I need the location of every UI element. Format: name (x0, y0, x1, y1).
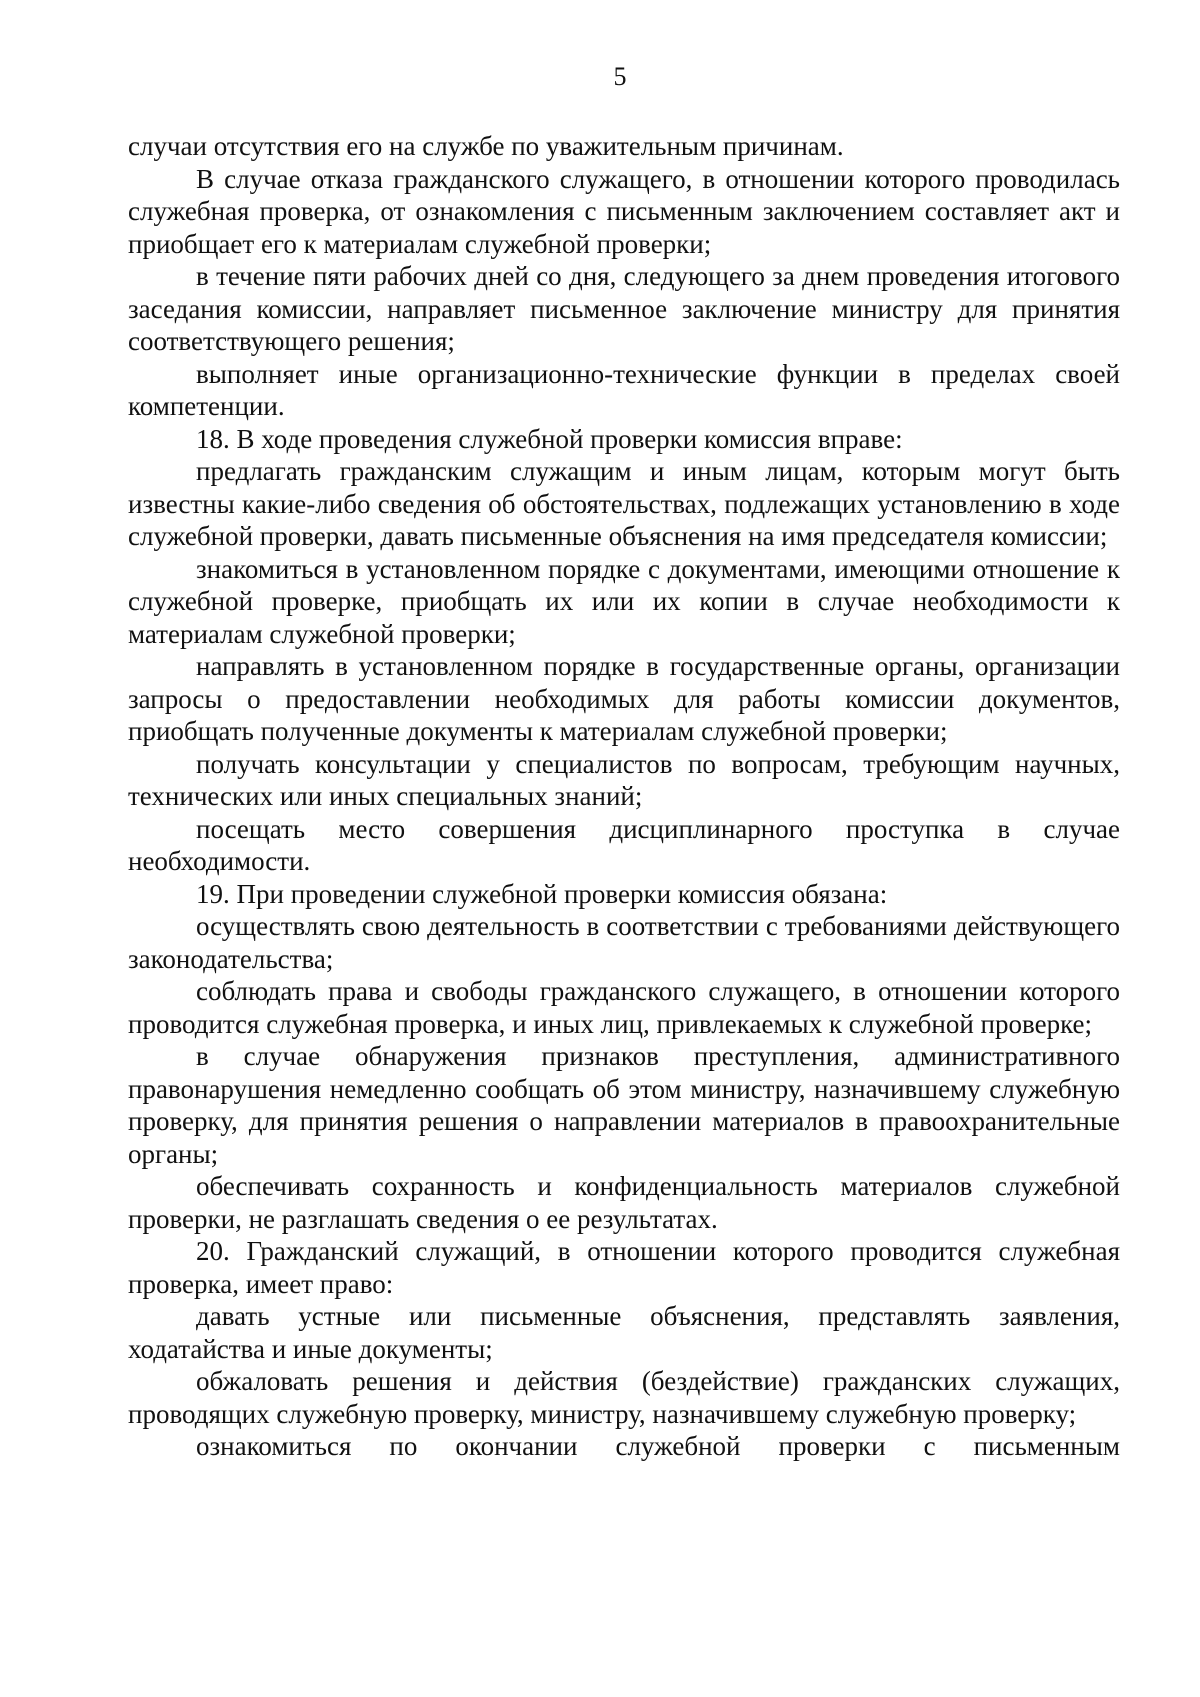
clause-19-item-legality: осуществлять свою деятельность в соответствии с требованиями действующего законодательства; (128, 911, 1120, 974)
clause-20-item-explanations: давать устные или письменные объяснения, представлять заявления, ходатайства и иные документы; (128, 1301, 1120, 1364)
document-body (128, 130, 1120, 1463)
paragraph-continuation: случаи отсутствия его на службе по уважительным причинам. (128, 131, 844, 161)
clause-19-item-rights: соблюдать права и свободы гражданского служащего, в отношении которого проводится служебная проверка, и иных лиц, привлекаемых к служебной проверке; (128, 976, 1120, 1039)
clause-18-item-visit: посещать место совершения дисциплинарного проступка в случае необходимости. (128, 813, 1120, 876)
clause-18-item-requests: направлять в установленном порядке в государственные органы, организации запросы о предоставлении необходимых для работы комиссии документов, приобщать полученные документы к материалам служебной проверки; (128, 651, 1120, 746)
paragraph-other-functions: выполняет иные организационно-технические функции в пределах своей компетенции. (128, 358, 1120, 421)
clause-19-item-confidentiality: обеспечивать сохранность и конфиденциальность материалов служебной проверки, не разглашать сведения о ее результатах. (128, 1171, 1120, 1234)
paragraph-conclusion-deadline: в течение пяти рабочих дней со дня, следующего за днем проведения итогового заседания комиссии, направляет письменное заключение министру для принятия соответствующего решения; (128, 261, 1120, 356)
clause-18-heading: 18. В ходе проведения служебной проверки комиссия вправе: (196, 423, 903, 454)
paragraph-refusal-act: В случае отказа гражданского служащего, в отношении которого проводилась служебная проверка, от ознакомления с письменным заключением составляет акт и приобщает его к материалам служебной проверки; (128, 163, 1120, 259)
clause-18-item-consultations: получать консультации у специалистов по вопросам, требующим научных, технических или иных специальных знаний; (128, 748, 1120, 811)
clause-19-heading: 19. При проведении служебной проверки комиссия обязана: (196, 878, 888, 909)
clause-18-item-explanations: предлагать гражданским служащим и иным лицам, которым могут быть известны какие-либо сведения об обстоятельствах, подлежащих установлению в ходе служебной проверки, давать письменные объяснения на имя председателя комиссии; (128, 456, 1120, 551)
clause-20-item-familiarize: ознакомиться по окончании служебной проверки с письменным (196, 1431, 1120, 1461)
clause-18-item-documents: знакомиться в установленном порядке с документами, имеющими отношение к служебной проверке, приобщать их или их копии в случае необходимости к материалам служебной проверки; (128, 553, 1120, 649)
clause-20-item-appeal: обжаловать решения и действия (бездействие) гражданских служащих, проводящих служебную проверку, министру, назначившему служебную проверку; (128, 1366, 1120, 1429)
page-number: 5 (613, 62, 627, 91)
clause-20-heading: 20. Гражданский служащий, в отношении которого проводится служебная проверка, имеет право: (128, 1236, 1120, 1299)
clause-19-item-crime-report: в случае обнаружения признаков преступления, административного правонарушения немедленно сообщать об этом министру, назначившему служебную проверку, для принятия решения о направлении материалов в правоохранительные органы; (128, 1041, 1120, 1169)
